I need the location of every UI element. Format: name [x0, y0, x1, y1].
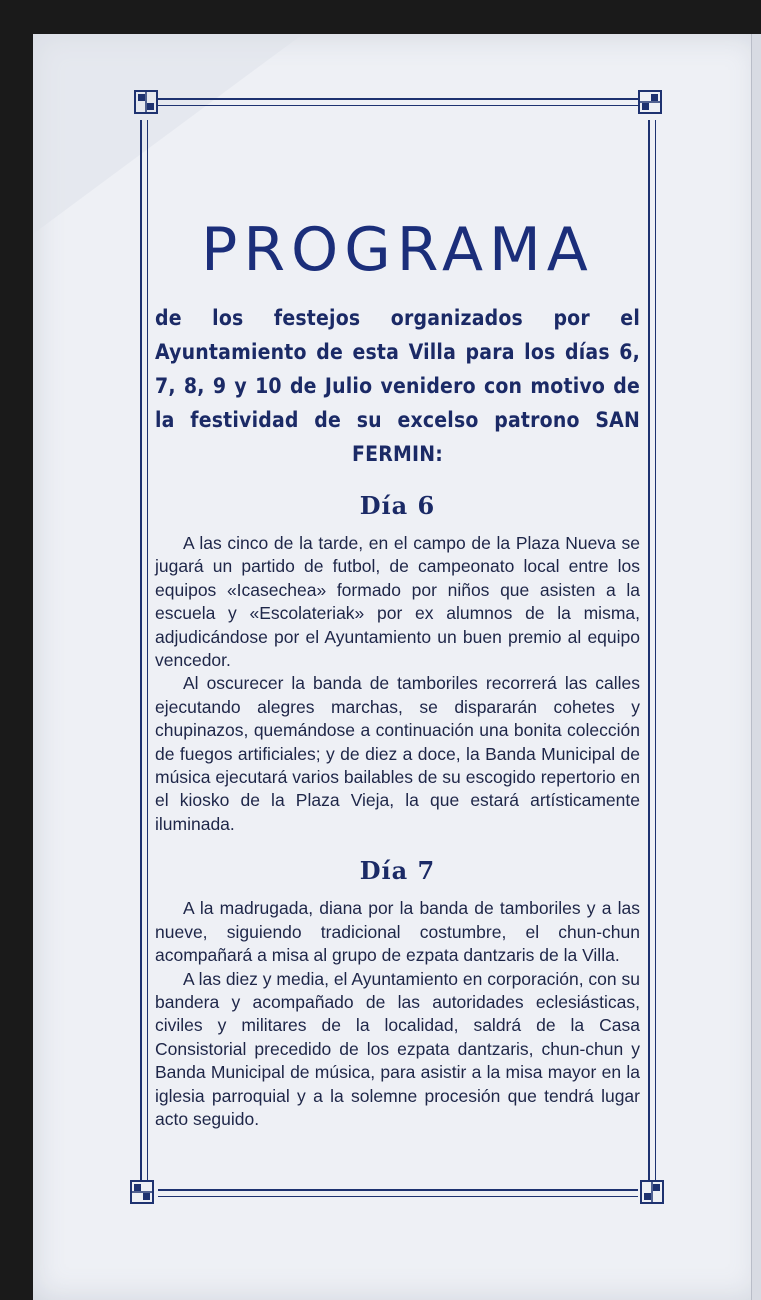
day-paragraph: A la madrugada, diana por la banda de tamboriles y a las nueve, siguiendo tradicional costumbre, el chun-chun acompañará a misa al grupo de ezpata dantzaris de la Villa.: [155, 898, 640, 966]
frame-corner-ornament-top-right: [638, 90, 662, 114]
day-heading: Día 7: [359, 856, 436, 886]
program-title: PROGRAMA: [201, 215, 594, 285]
day-6-section: [155, 491, 640, 836]
frame-corner-ornament-bottom-right: [640, 1180, 664, 1204]
day-7-section: [155, 856, 640, 1131]
day-paragraph: Al oscurecer la banda de tamboriles recorrerá las calles ejecutando alegres marchas, se dispararán cohetes y chupinazos, quemándose a continuación una bonita colección de fuegos artificiales; y de diez a doce, la Banda Municipal de música ejecutará varios bailables de su escogido repertorio en el kiosko de la Plaza Vieja, la que estará artísticamente iluminada.: [155, 673, 640, 834]
frame-bottom-border: [158, 1189, 638, 1197]
frame-top-border: [158, 98, 638, 106]
program-content: [155, 215, 640, 1131]
day-paragraph: A las diez y media, el Ayuntamiento en corporación, con su bandera y acompañado de las autoridades eclesiásticas, civiles y militares de la localidad, saldrá de la Casa Consistorial precedido de los ezpata dantzaris, chun-chun y Banda Municipal de música, para asistir a la misa mayor en la iglesia parroquial y a la solemne procesión que tendrá lugar acto seguido.: [155, 968, 640, 1129]
frame-corner-ornament-bottom-left: [130, 1180, 154, 1204]
day-heading: Día 6: [359, 491, 436, 520]
frame-right-border: [648, 120, 656, 1180]
frame-left-border: [140, 120, 148, 1180]
folded-corner: [33, 34, 303, 234]
page-edge: [751, 34, 761, 1300]
day-paragraph: A las cinco de la tarde, en el campo de la Plaza Nueva se jugará un partido de futbol, de campeonato local entre los equipos «Icasechea» formado por niños que asisten a la escuela y «Escolateriak» por ex alumnos de la misma, adjudicándose por el Ayuntamiento un buen premio al equipo vencedor.: [155, 533, 640, 671]
frame-corner-ornament-top-left: [134, 90, 158, 114]
program-subtitle: de los festejos organizados por el Ayuntamiento de esta Villa para los días 6, 7, 8, 9 y 10 de Julio venidero con motivo de la festividad de su excelso patrono SAN FERMIN:: [155, 306, 640, 466]
